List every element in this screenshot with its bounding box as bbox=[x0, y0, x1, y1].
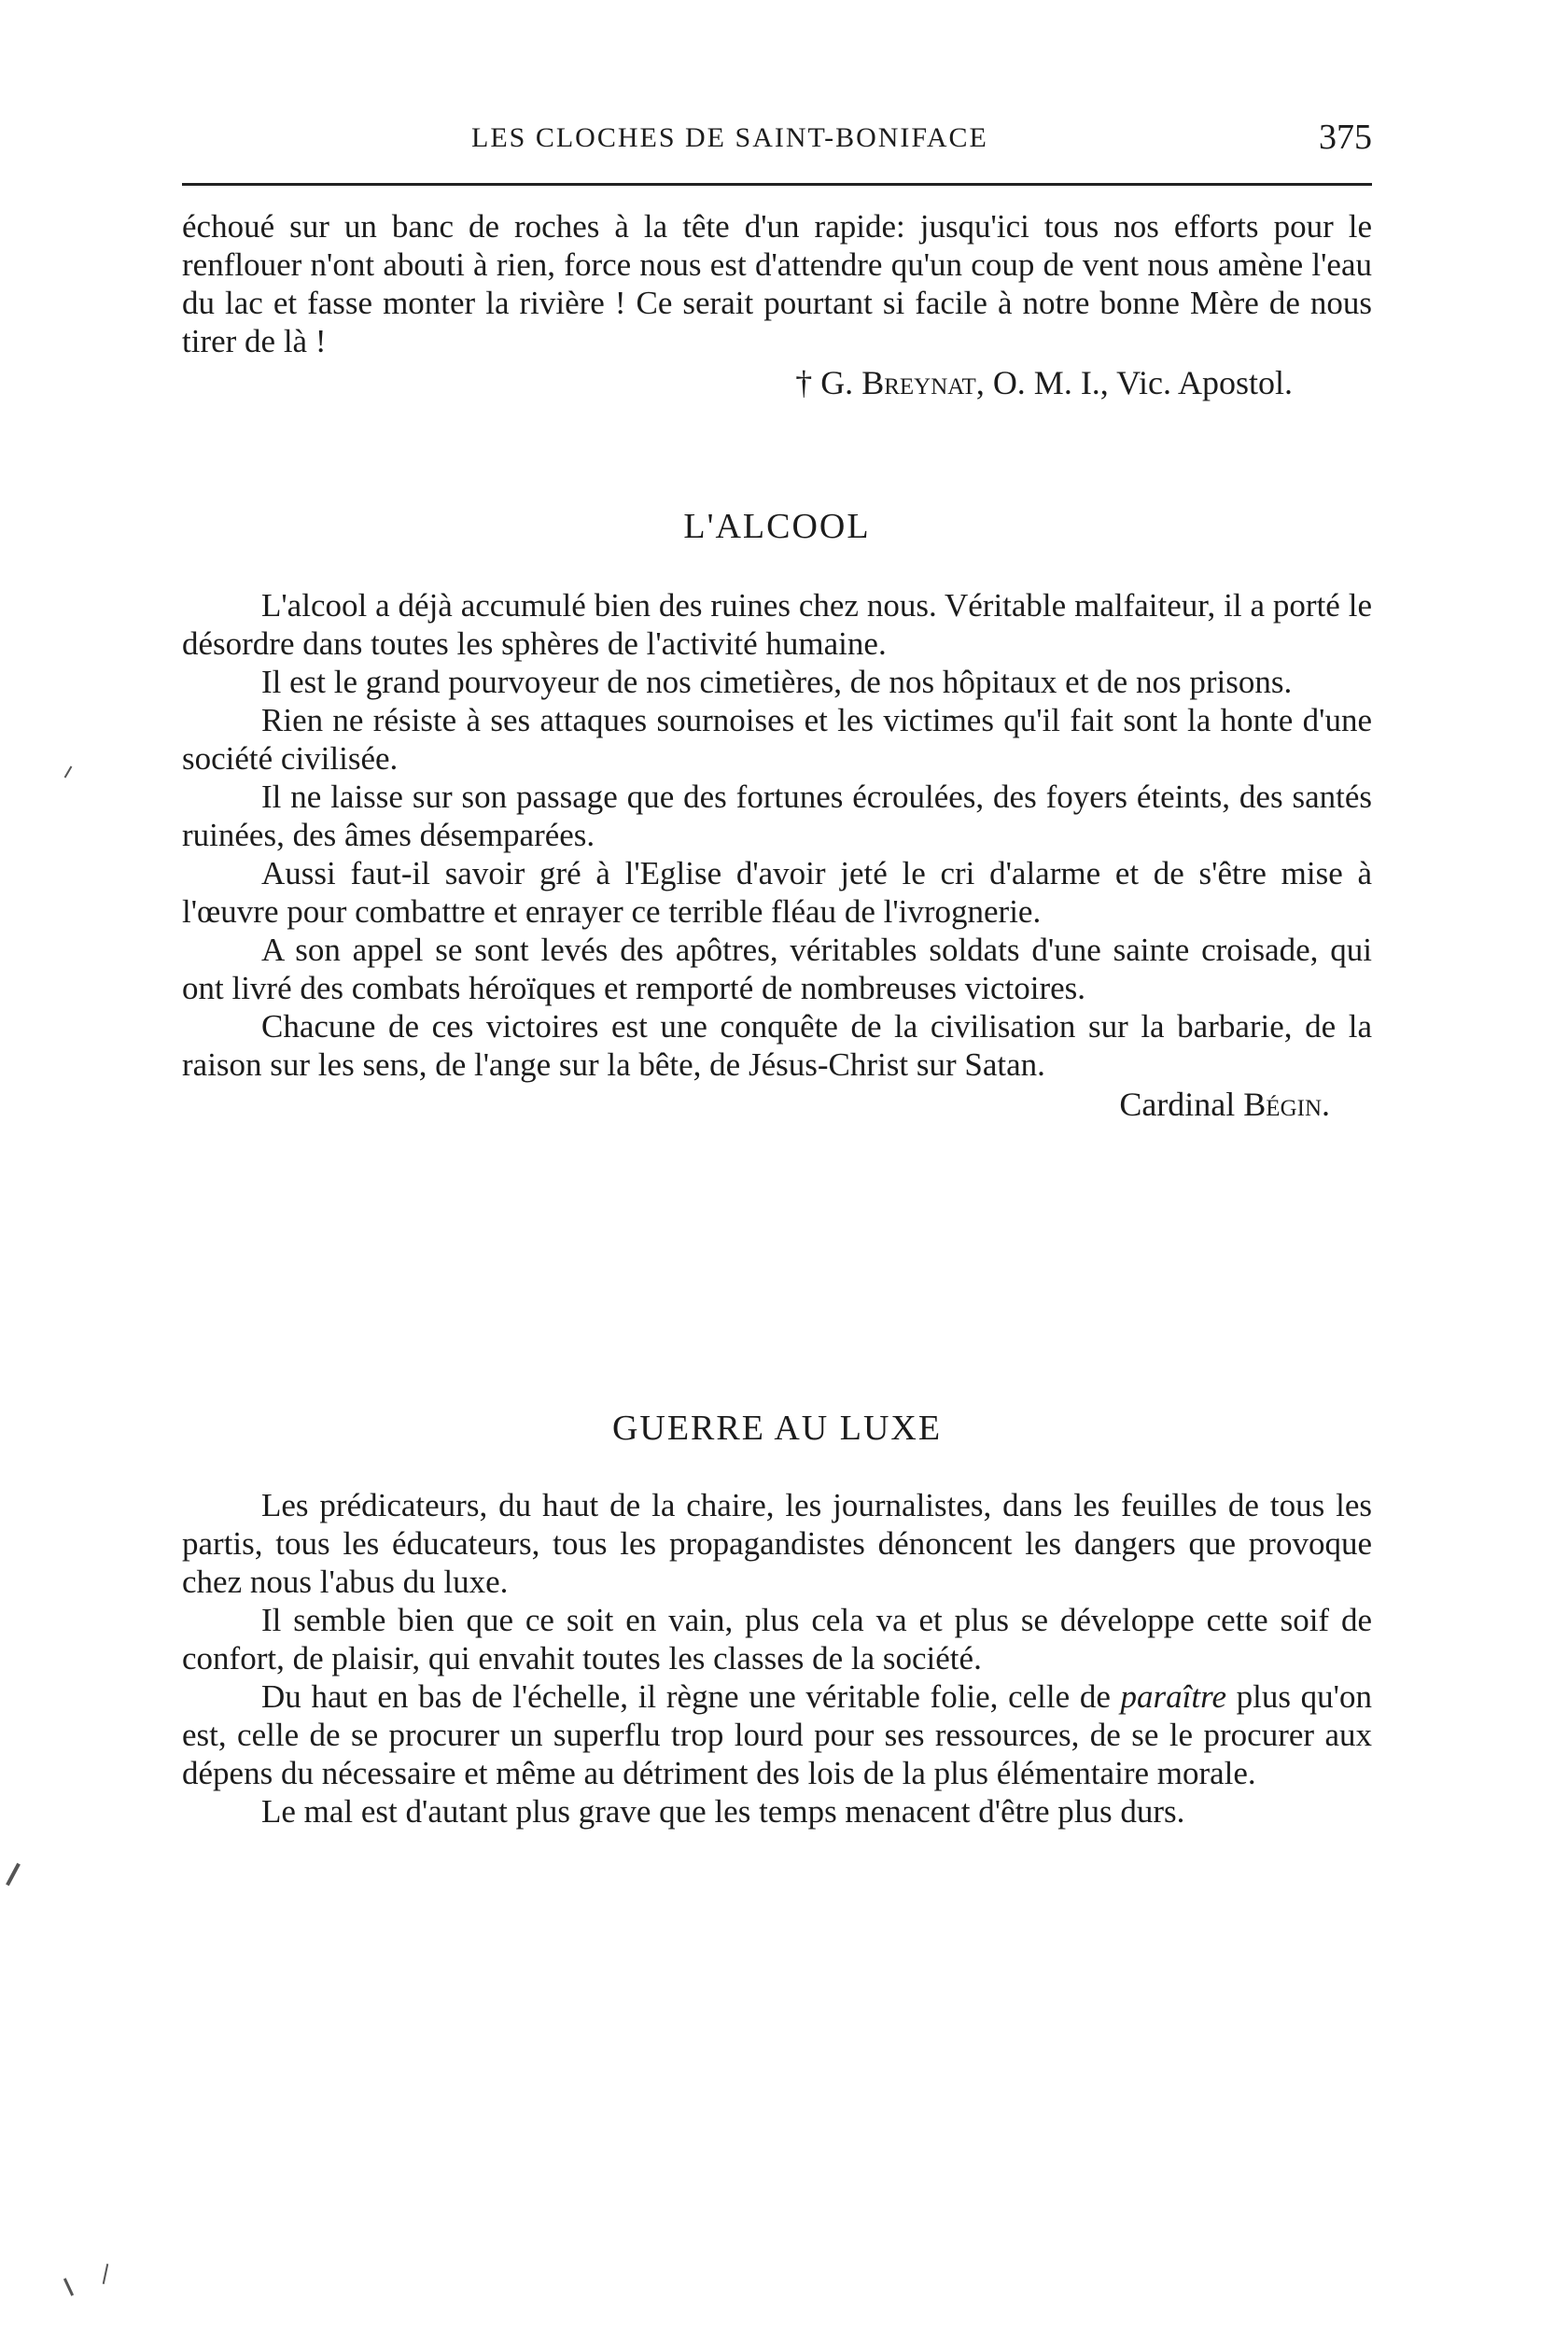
luxe-paragraph-4: Le mal est d'autant plus grave que les temps menacent d'être plus durs. bbox=[261, 1793, 1185, 1830]
begin-signature-suffix: . bbox=[1322, 1086, 1330, 1123]
alcool-paragraph-7: Chacune de ces victoires est une conquête de la civilisation sur la barbarie, de la raison sur les sens, de l'ange sur la bête, de Jésus-Christ sur Satan. bbox=[182, 1008, 1372, 1083]
breynat-signature-suffix: , O. M. I., Vic. Apostol. bbox=[975, 364, 1293, 401]
breynat-signature-prefix: † G. bbox=[795, 364, 862, 401]
opening-block bbox=[182, 207, 1372, 402]
luxe-paragraph-3-end: plus qu'on est, celle de se procurer un superflu trop lourd pour ses ressources, de se le procurer aux dépens du nécessaire et même au détriment des lois de la plus élémentaire morale. bbox=[182, 1678, 1372, 1791]
luxe-paragraph-3-italic: paraître bbox=[1120, 1678, 1226, 1715]
scan-mark bbox=[64, 765, 73, 778]
begin-signature bbox=[182, 1086, 1372, 1124]
luxe-paragraph-2: Il semble bien que ce soit en vain, plus cela va et plus se développe cette soif de confort, de plaisir, qui envahit toutes les classes de la société. bbox=[182, 1602, 1372, 1677]
alcool-paragraph-6: A son appel se sont levés des apôtres, véritables soldats d'une sainte croisade, qui ont livré des combats héroïques et remporté de nombreuses victoires. bbox=[182, 932, 1372, 1006]
luxe-paragraph-3 bbox=[182, 1677, 1372, 1792]
header-rule bbox=[182, 183, 1372, 186]
scan-mark bbox=[103, 2264, 109, 2284]
scan-mark bbox=[63, 2278, 74, 2295]
alcool-paragraph-5: Aussi faut-il savoir gré à l'Eglise d'avoir jeté le cri d'alarme et de s'être mise à l'œuvre pour combattre et enrayer ce terrible fléau de l'ivrognerie. bbox=[182, 855, 1372, 930]
running-title: LES CLOCHES DE SAINT-BONIFACE bbox=[471, 122, 988, 153]
opening-paragraph: échoué sur un banc de roches à la tête d'un rapide: jusqu'ici tous nos efforts pour le renflouer n'ont abouti à rien, force nous est d'attendre qu'un coup de vent nous amène l'eau du lac et fasse monter la rivière ! Ce serait pourtant si facile à notre bonne Mère de nous tirer de là ! bbox=[182, 208, 1372, 359]
luxe-paragraph-3-start: Du haut en bas de l'échelle, il règne une véritable folie, celle de bbox=[261, 1678, 1121, 1715]
alcool-paragraph-3: Rien ne résiste à ses attaques sournoises et les victimes qu'il fait sont la honte d'une société civilisée. bbox=[182, 702, 1372, 777]
begin-signature-prefix: Cardinal bbox=[1119, 1086, 1244, 1123]
section-title-alcool: L'ALCOOL bbox=[683, 507, 871, 546]
alcool-paragraph-4: Il ne laisse sur son passage que des fortunes écroulées, des foyers éteints, des santés ruinées, des âmes désemparées. bbox=[182, 779, 1372, 853]
running-header bbox=[182, 117, 1372, 163]
alcool-paragraph-1: L'alcool a déjà accumulé bien des ruines chez nous. Véritable malfaiteur, il a porté le désordre dans toutes les sphères de l'activité humaine. bbox=[182, 587, 1372, 662]
begin-signature-name: Bégin bbox=[1243, 1086, 1322, 1123]
breynat-signature bbox=[182, 364, 1372, 402]
section-title-luxe: GUERRE AU LUXE bbox=[611, 1409, 943, 1448]
luxe-paragraph-1: Les prédicateurs, du haut de la chaire, les journalistes, dans les feuilles de tous les partis, tous les éducateurs, tous les propagandistes dénoncent les dangers que provoque chez nous l'abus du luxe. bbox=[182, 1487, 1372, 1600]
luxe-body bbox=[182, 1486, 1372, 1831]
page-number: 375 bbox=[1319, 118, 1372, 157]
alcool-body bbox=[182, 586, 1372, 1124]
scan-mark bbox=[6, 1863, 21, 1887]
breynat-signature-name: Breynat bbox=[861, 364, 976, 401]
alcool-paragraph-2: Il est le grand pourvoyeur de nos cimetières, de nos hôpitaux et de nos prisons. bbox=[261, 664, 1293, 700]
